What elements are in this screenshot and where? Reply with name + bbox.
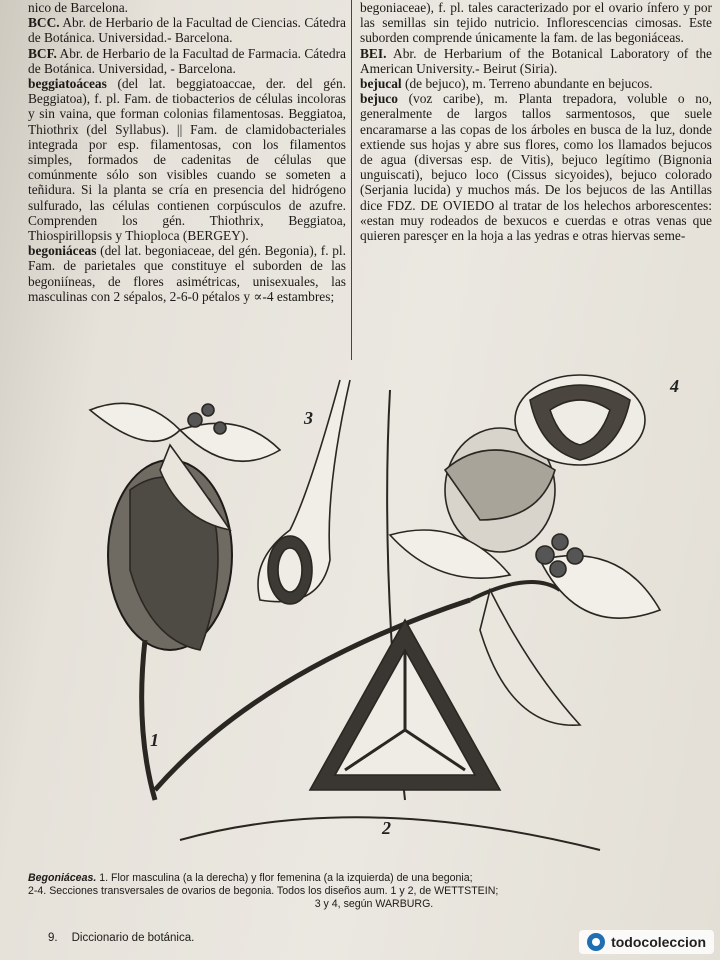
figure-label-4: 4 [670, 376, 679, 396]
headword: BCF. [28, 45, 57, 61]
right-column [360, 0, 712, 243]
headword: beggiatoáceas [28, 76, 107, 92]
definition: Abr. de Herbarium of the Botanical Laboratory of the American University.- Beirut (Siria). [360, 45, 712, 76]
entry-bcc [28, 15, 346, 45]
column-rule [351, 0, 352, 360]
entry-begoniaceas [28, 243, 346, 304]
headword: begoniáceas [28, 243, 97, 259]
entry-line: nico de Barcelona. [28, 0, 129, 15]
page-number: 9. [48, 932, 58, 944]
figure-label-1: 1 [150, 730, 159, 750]
caption-line-1: 1. Flor masculina (a la derecha) y flor femenina (a la izquierda) de una begonia; [96, 872, 473, 884]
definition: (del lat. begoniaceae, del gén. Begonia), f. pl. Fam. de parietales que constituye el suborden de las begoniíneas, de flores asimétricas, unisexuales, las masculinas con 2 sépalos, 2-6-0 pétalos y ∝-4 estambres; [28, 243, 346, 304]
book-title: Diccionario de botánica. [71, 932, 195, 944]
entry-bejucal [360, 76, 712, 91]
entry-continuation: begoniaceae), f. pl. tales caracterizado por el ovario ínfero y por las semillas sin tejido nutricio. Inflorescencias cimosas. Este suborden comprende únicamente la fam. de las begoniáceas. [360, 0, 712, 46]
figure-label-3: 3 [304, 408, 313, 428]
definition: (voz caribe), m. Planta trepadora, voluble o no, generalmente de largos tallos sarmentosos, que suele encaramarse a las copas de los árboles en busca de la luz, donde extiende sus hojas y abre sus flores, como los llamados bejucos de agua (diversas esp. de Vitis), bejuco legítimo (Bignonia unguiscati), bejuco loco (Cissus sicyoides), bejuco colorado (Serjania lucida) y muchos más. De los bejucos de las Antillas dice FDZ. DE OVIEDO al tratar de los helechos arborescentes: «estan muy rodeados de bexucos e cuerdas e otras venas que quieren paresçer en la hoja a las yedras e otras hiervas seme- [360, 91, 712, 244]
entry-beggiatoaceas [28, 76, 346, 243]
definition: (del lat. beggiatoaccae, der. del gén. Beggiatoa), f. pl. Fam. de tiobacterios de células incoloras y sin vaina, que forman colonias filamentosas. Beggiatoa, Thiothrix (del Syllabus). || Fam. de clamidobacteriales integrada por esp. filamentosas, con los filamentos simples, formados de cadenitas de células que comúnmente sólo son visibles cuando se someten a teñidura. Si la planta se cría en presencia del hidrógeno sulfurado, las células contienen corpúsculos de azufre. Comprenden los gén. Thiothrix, Beggiatoa, Thiospirillopsis y Thioploca (BERGEY). [28, 76, 346, 244]
entry-bei [360, 46, 712, 76]
headword: bejuco [360, 91, 398, 107]
entry-bcf [28, 46, 346, 76]
watermark-text: todocoleccion [611, 934, 706, 950]
left-column [28, 0, 346, 304]
entry-bejuco [360, 91, 712, 243]
watermark-logo-icon [587, 933, 605, 951]
figure-label-2: 2 [382, 818, 391, 838]
headword: BCC. [28, 15, 60, 31]
headword: BEI. [360, 45, 387, 61]
caption-line-3: 3 y 4, según WARBURG. [314, 898, 434, 910]
definition: (de bejuco), m. Terreno abundante en bejucos. [401, 76, 653, 92]
headword: bejucal [360, 76, 402, 92]
watermark [579, 930, 714, 954]
page-footer [48, 932, 194, 944]
begonia-drawing [60, 370, 720, 870]
caption-line-2: 2-4. Secciones transversales de ovarios de begonia. Todos los diseños aum. 1 y 2, de WETTSTEIN; [28, 885, 499, 897]
figure-caption [28, 872, 720, 911]
caption-title: Begoniáceas. [28, 872, 97, 884]
definition: Abr. de Herbario de la Facultad de Farmacia. Cátedra de Botánica. Universidad, - Barcelona. [28, 45, 346, 76]
begonia-illustration [60, 370, 720, 870]
definition: Abr. de Herbario de la Facultad de Ciencias. Cátedra de Botánica. Universidad.- Barcelona. [28, 15, 346, 46]
